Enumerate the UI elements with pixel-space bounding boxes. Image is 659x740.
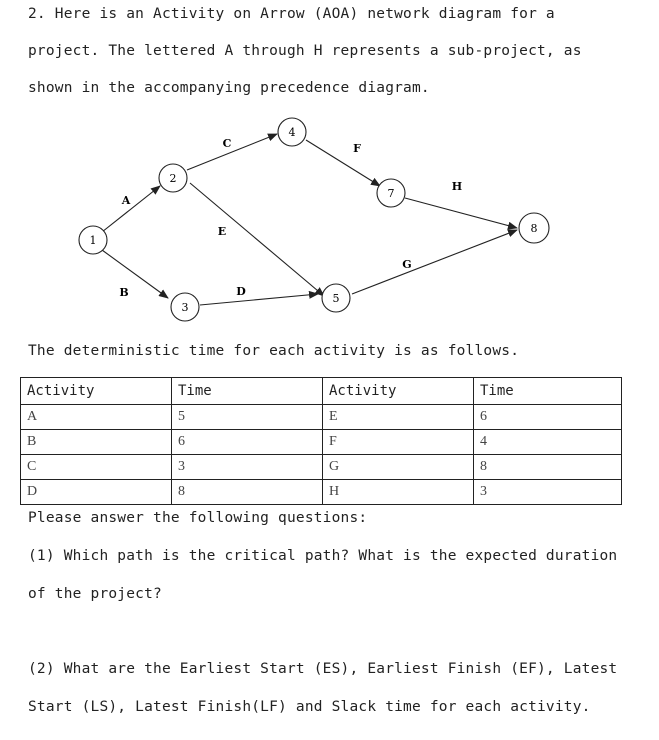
activity-cell: E — [323, 405, 474, 430]
table-row — [21, 480, 622, 505]
activity-cell: A — [21, 405, 172, 430]
node-3 — [171, 293, 199, 321]
edge-e — [190, 183, 324, 296]
svg-text:1: 1 — [89, 234, 97, 247]
intro-line-2: project. The lettered A through H represents a sub-project, as — [28, 43, 582, 59]
activity-cell: C — [21, 455, 172, 480]
svg-text:8: 8 — [530, 222, 538, 235]
time-cell: 3 — [474, 480, 622, 505]
activity-cell: H — [323, 480, 474, 505]
header-activity-2: Activity — [323, 378, 474, 405]
time-cell: 8 — [172, 480, 323, 505]
table-row — [21, 455, 622, 480]
svg-text:2: 2 — [169, 172, 177, 185]
edge-c — [187, 134, 277, 170]
edge-d — [200, 294, 318, 305]
node-7 — [377, 179, 405, 207]
header-time-2: Time — [474, 378, 622, 405]
activity-cell: F — [323, 430, 474, 455]
questions-prompt: Please answer the following questions: — [28, 510, 368, 526]
table-row — [21, 405, 622, 430]
activity-cell: B — [21, 430, 172, 455]
question-1-line-2: of the project? — [28, 586, 162, 602]
table-header-row — [21, 378, 622, 405]
edge-h — [405, 198, 517, 228]
question-2-line-2: Start (LS), Latest Finish(LF) and Slack time for each activity. — [28, 699, 591, 715]
aoa-network-diagram — [0, 100, 659, 330]
table-row — [21, 430, 622, 455]
activity-time-table — [20, 377, 622, 505]
time-cell: 3 — [172, 455, 323, 480]
activity-label-g: G — [402, 258, 412, 271]
activity-cell: D — [21, 480, 172, 505]
activity-label-f: F — [353, 142, 361, 155]
svg-text:3: 3 — [181, 301, 189, 314]
header-activity-1: Activity — [21, 378, 172, 405]
activity-label-d: D — [236, 285, 246, 298]
question-1-line-1: (1) Which path is the critical path? What is the expected duration — [28, 548, 618, 564]
activity-label-h: H — [451, 180, 463, 193]
node-5 — [322, 284, 350, 312]
svg-text:7: 7 — [387, 187, 395, 200]
time-cell: 8 — [474, 455, 622, 480]
edge-g — [352, 230, 517, 294]
time-cell: 6 — [172, 430, 323, 455]
deterministic-text: The deterministic time for each activity is as follows. — [28, 343, 520, 359]
edge-a — [102, 186, 160, 232]
header-time-1: Time — [172, 378, 323, 405]
activity-label-a: A — [121, 194, 131, 207]
intro-line-3: shown in the accompanying precedence diagram. — [28, 80, 430, 96]
intro-line-1: 2. Here is an Activity on Arrow (AOA) network diagram for a — [28, 6, 555, 22]
activity-cell: G — [323, 455, 474, 480]
node-2 — [159, 164, 187, 192]
edge-f — [306, 140, 380, 186]
edge-b — [102, 250, 168, 298]
question-2-line-1: (2) What are the Earliest Start (ES), Earliest Finish (EF), Latest — [28, 661, 618, 677]
activity-label-e: E — [217, 225, 227, 238]
node-1 — [79, 226, 107, 254]
node-8 — [519, 213, 549, 243]
activity-label-c: C — [222, 137, 232, 150]
time-cell: 6 — [474, 405, 622, 430]
svg-text:4: 4 — [288, 126, 296, 139]
activity-label-b: B — [119, 286, 129, 299]
time-cell: 4 — [474, 430, 622, 455]
node-4 — [278, 118, 306, 146]
svg-text:5: 5 — [332, 292, 340, 305]
time-cell: 5 — [172, 405, 323, 430]
